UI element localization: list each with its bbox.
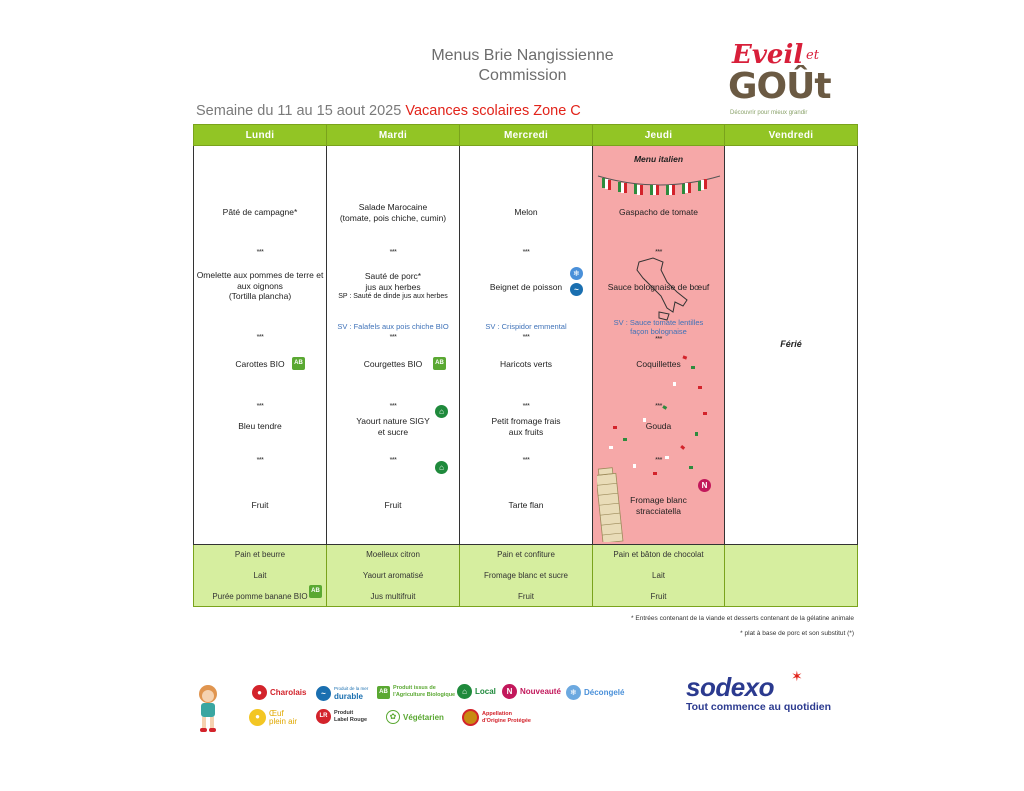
decongele-icon: ❄ bbox=[570, 267, 583, 280]
separator: *** bbox=[655, 403, 662, 410]
snack-item: Moelleux citron bbox=[366, 550, 420, 559]
day-header-mardi: Mardi bbox=[327, 125, 460, 146]
separator: *** bbox=[522, 249, 530, 256]
legend-oeuf-line2: plein air bbox=[269, 716, 298, 726]
snack-cell-jeudi bbox=[593, 545, 725, 607]
jeudi-laitage: Gouda bbox=[645, 421, 672, 431]
day-header-vendredi: Vendredi bbox=[725, 125, 858, 146]
mercredi-laitage-line2: aux fruits bbox=[508, 426, 544, 437]
separator: *** bbox=[256, 403, 264, 410]
mardi-laitage-line1: Yaourt nature SIGY bbox=[356, 416, 430, 426]
peche-durable-icon: ~ bbox=[570, 283, 583, 296]
vegetarian-icon: ✿ bbox=[386, 710, 400, 724]
legend-oeuf-plein-air bbox=[249, 709, 297, 726]
day-header-lundi: Lundi bbox=[194, 125, 327, 146]
legend-peche-durable bbox=[316, 685, 368, 701]
legend-local-label: Local bbox=[475, 687, 496, 696]
italian-bunting-decoration bbox=[596, 172, 722, 198]
snack-item: Pain et bâton de chocolat bbox=[613, 550, 704, 559]
mercredi-laitage bbox=[460, 416, 592, 437]
legend-charolais-label: Charolais bbox=[270, 688, 307, 697]
snack-item: Pain et confiture bbox=[497, 550, 555, 559]
mercredi-sv: SV : Crispidor emmental bbox=[485, 322, 567, 331]
snack-cell-vendredi bbox=[725, 545, 858, 607]
day-header-mercredi: Mercredi bbox=[460, 125, 593, 146]
separator: *** bbox=[256, 457, 264, 464]
separator: *** bbox=[389, 249, 397, 256]
jeudi-dessert-line1: Fromage blanc bbox=[630, 495, 687, 505]
snack-item: Jus multifruit bbox=[370, 592, 416, 601]
mercredi-entree: Melon bbox=[514, 207, 538, 217]
separator: *** bbox=[522, 457, 530, 464]
jeudi-dessert bbox=[593, 495, 724, 516]
lunch-cell-mercredi bbox=[460, 146, 593, 545]
legend-decongele-label: Décongelé bbox=[584, 688, 625, 697]
lundi-entree: Pâté de campagne* bbox=[222, 207, 298, 217]
week-dates: Semaine du 11 au 15 aout 2025 bbox=[196, 103, 402, 119]
lunch-cell-vendredi bbox=[725, 146, 858, 545]
mardi-laitage bbox=[327, 416, 459, 437]
snack-item: Fruit bbox=[518, 592, 534, 601]
legend-oeuf-line1: Œuf bbox=[269, 708, 284, 718]
mardi-entree-line2: (tomate, pois chiche, cumin) bbox=[339, 212, 447, 223]
separator: *** bbox=[522, 403, 530, 410]
mardi-sv: SV : Falafels aux pois chiche BIO bbox=[337, 322, 449, 331]
snack-item: Fruit bbox=[650, 592, 667, 601]
separator: *** bbox=[655, 249, 662, 256]
lunch-cell-lundi bbox=[194, 146, 327, 545]
sodexo-logo bbox=[686, 668, 846, 713]
mardi-dessert: Fruit bbox=[384, 500, 402, 510]
jeudi-plat: Sauce bolognaise de bœuf bbox=[607, 282, 710, 292]
separator: *** bbox=[389, 334, 397, 341]
logo-tagline: Découvrir pour mieux grandir bbox=[730, 110, 808, 116]
local-icon: ⌂ bbox=[457, 684, 472, 699]
sodexo-name: sodexo bbox=[686, 672, 775, 702]
snack-cell-mardi bbox=[327, 545, 460, 607]
snack-item: Lait bbox=[253, 571, 267, 580]
lundi-plat-line1: Omelette aux pommes de terre et bbox=[196, 270, 324, 280]
mardi-entree bbox=[327, 202, 459, 223]
sodexo-tagline: Tout commence au quotidien bbox=[686, 701, 832, 713]
mercredi-laitage-line1: Petit fromage frais bbox=[491, 416, 561, 426]
local-icon: ⌂ bbox=[435, 405, 448, 418]
legend-peche-line2: durable bbox=[334, 692, 363, 701]
mardi-plat bbox=[327, 271, 459, 303]
lundi-plat bbox=[194, 270, 326, 302]
lundi-dessert: Fruit bbox=[251, 500, 269, 510]
legend-vegetarien-label: Végétarien bbox=[403, 712, 444, 722]
lundi-plat-line3: (Tortilla plancha) bbox=[228, 291, 292, 301]
peche-durable-icon: ~ bbox=[316, 686, 331, 701]
legend-aop-line1: Appellation bbox=[482, 710, 512, 717]
logo-et-text: et bbox=[806, 48, 819, 63]
bio-icon: AB bbox=[309, 585, 322, 598]
week-label bbox=[196, 103, 581, 119]
legend-label-rouge bbox=[316, 709, 367, 724]
jeudi-sv-line2: façon bolognaise bbox=[630, 327, 687, 336]
lundi-laitage: Bleu tendre bbox=[238, 421, 282, 431]
legend-bio-line1: Produit issus de bbox=[393, 685, 436, 691]
bio-icon: AB bbox=[292, 357, 305, 370]
legend-aop bbox=[462, 709, 531, 726]
mardi-legume: Courgettes BIO bbox=[363, 359, 423, 369]
mardi-laitage-line2: et sucre bbox=[377, 426, 409, 437]
legend-bio-line2: l'Agriculture Biologique bbox=[393, 692, 456, 698]
jeudi-legume: Coquillettes bbox=[636, 359, 681, 369]
snack-item: Yaourt aromatisé bbox=[362, 571, 424, 580]
mardi-plat-substitute: SP : Sauté de dinde jus aux herbes bbox=[338, 293, 448, 300]
separator: *** bbox=[655, 457, 662, 464]
day-header-jeudi: Jeudi bbox=[593, 125, 725, 146]
bio-icon: AB bbox=[377, 686, 390, 699]
jeudi-sv bbox=[593, 318, 724, 336]
bio-icon: AB bbox=[433, 357, 446, 370]
jeudi-dessert-line2: stracciatella bbox=[636, 505, 681, 516]
snack-item: Pain et beurre bbox=[234, 550, 286, 559]
mercredi-dessert: Tarte flan bbox=[508, 500, 544, 510]
nouveaute-icon: N bbox=[502, 684, 517, 699]
legend-local bbox=[457, 684, 496, 699]
legend-label-rouge-line1: Produit bbox=[334, 709, 354, 716]
egg-icon: ● bbox=[249, 709, 266, 726]
days-header-row bbox=[194, 125, 858, 146]
legend-bio bbox=[377, 685, 455, 699]
snack-cell-lundi bbox=[194, 545, 327, 607]
snack-row bbox=[194, 545, 858, 607]
menu-title bbox=[380, 46, 665, 86]
local-icon: ⌂ bbox=[435, 461, 448, 474]
nouveaute-icon: N bbox=[698, 479, 711, 492]
jeudi-sv-line1: SV : Sauce tomate lentilles bbox=[613, 318, 704, 327]
lundi-legume: Carottes BIO bbox=[235, 359, 285, 369]
separator: *** bbox=[256, 334, 264, 341]
snack-item: Purée pomme banane BIO bbox=[212, 592, 308, 601]
sodexo-star-icon: ✶ bbox=[791, 668, 803, 684]
mascot-child-illustration bbox=[192, 682, 224, 734]
snack-cell-mercredi bbox=[460, 545, 593, 607]
logo-eveil-text: Eveil bbox=[732, 40, 804, 70]
legend-label-rouge-line2: Label Rouge bbox=[334, 716, 368, 723]
separator: *** bbox=[522, 334, 530, 341]
eveil-et-gout-logo bbox=[726, 40, 842, 120]
mardi-plat-line1: Sauté de porc* bbox=[364, 271, 422, 281]
lundi-plat-line2: aux oignons bbox=[237, 280, 283, 291]
mardi-entree-line1: Salade Marocaine bbox=[358, 202, 428, 212]
snack-item: Lait bbox=[652, 571, 665, 580]
legend-nouveaute-label: Nouveauté bbox=[520, 687, 561, 696]
snack-item: Fromage blanc et sucre bbox=[483, 571, 569, 580]
holiday-zone: Vacances scolaires Zone C bbox=[405, 103, 581, 119]
legend-aop-line2: d'Origine Protégée bbox=[482, 717, 531, 724]
weekly-menu-table bbox=[193, 124, 858, 607]
separator: *** bbox=[256, 249, 264, 256]
legend-nouveaute bbox=[502, 684, 561, 699]
label-rouge-icon: LR bbox=[316, 709, 331, 724]
lunch-row bbox=[194, 146, 858, 545]
aop-icon bbox=[462, 709, 479, 726]
charolais-icon: ● bbox=[252, 685, 267, 700]
jeudi-entree: Gaspacho de tomate bbox=[619, 207, 698, 217]
jeudi-theme: Menu italien bbox=[633, 154, 684, 164]
separator: *** bbox=[389, 457, 397, 464]
separator: *** bbox=[389, 403, 397, 410]
vendredi-ferie: Férié bbox=[780, 339, 802, 349]
menu-title-line1: Menus Brie Nangissienne bbox=[431, 47, 614, 64]
lunch-cell-jeudi bbox=[593, 146, 725, 545]
legend-peche-line1: Produit de la mer bbox=[334, 686, 369, 691]
logo-gout-text: GOÛt bbox=[728, 66, 831, 107]
legend-vegetarien bbox=[386, 710, 444, 724]
lunch-cell-mardi bbox=[327, 146, 460, 545]
mardi-plat-line2: jus aux herbes bbox=[365, 281, 421, 292]
menu-title-line2: Commission bbox=[478, 67, 567, 84]
footnote-meat-gelatin: * Entrées contenant de la viande et desserts contenant de la gélatine animale bbox=[631, 615, 854, 622]
separator: *** bbox=[655, 336, 662, 343]
decongele-icon: ❄ bbox=[566, 685, 581, 700]
footnote-pork: * plat à base de porc et son substitut (*) bbox=[740, 630, 854, 637]
mercredi-plat: Beignet de poisson bbox=[489, 282, 563, 292]
mercredi-legume: Haricots verts bbox=[500, 359, 552, 369]
legend-decongele bbox=[566, 685, 624, 700]
legend-charolais bbox=[252, 685, 306, 700]
